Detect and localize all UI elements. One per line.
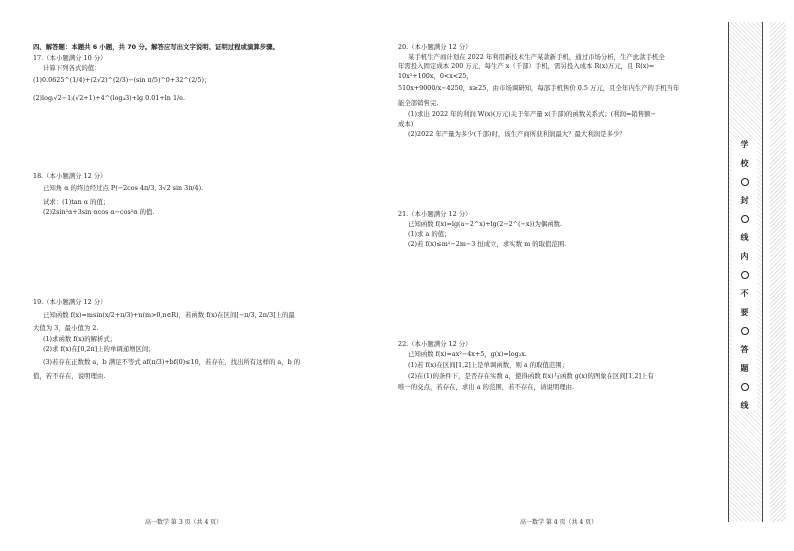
left-column [33, 0, 373, 551]
q19-line6: 值，若不存在，说明理由. [33, 372, 106, 380]
binding-line-labels [732, 140, 757, 410]
q21-header: 21.（本小题满分 12 分） [398, 210, 472, 218]
q18-header: 18.（本小题满分 12 分） [33, 172, 107, 180]
q18-line1: 已知角 α 的终边经过点 P(−2cos 4π/3, 3√2 sin 3π/4). [43, 184, 204, 192]
q21-line1: 已知函数 f(x)=lg(a−2^x)+lg(2−2^(−x))为偶函数. [408, 220, 563, 228]
section-heading: 四、解答题：本题共 6 小题，共 70 分。解答应写出文字说明、证明过程或演算步骤。 [33, 43, 279, 51]
q22-header: 22.（本小题满分 12 分） [398, 340, 472, 348]
q20-line3: 10x²+100x，0<x<25， [398, 72, 473, 80]
q21-line2: (1)求 a 的值； [408, 230, 451, 238]
q22-line3: (2)在(1)的条件下，是否存在实数 a，使得函数 f(x)与函数 g(x)的图象在区间[1,2]上有 [408, 372, 654, 380]
q17-header: 17.（本小题满分 10 分） [33, 54, 107, 62]
q20-line7: 成本) [398, 120, 414, 128]
q22-line4: 唯一的交点，若存在，求出 a 的范围，若不存在，请说明理由. [398, 383, 575, 391]
q22-line1: 已知函数 f(x)=ax²−4x+5，g(x)=log₂x. [408, 350, 527, 358]
q20-line5: 能全部销售完. [398, 99, 439, 107]
binding-circle [741, 327, 749, 335]
q19-line4: (2)求 f(x)在[0,2π]上的单调递增区间； [43, 345, 155, 353]
q17-part1: (1)0.0625^(1/4)+(2√2)^(2/3)−(sin π/5)^0+32^(2/5)； [33, 76, 211, 84]
q19-line2: 大值为 3，最小值为 2. [33, 324, 99, 332]
binding-circle [741, 383, 749, 391]
binding-char: 题 [740, 364, 749, 373]
binding-char: 内 [740, 252, 749, 261]
binding-char: 答 [740, 345, 749, 354]
binding-char: 线 [740, 233, 749, 242]
q20-line4: 510x+9000/x−4250，x≥25，由市场调研知，每部手机售价 0.5 万元，且全年内生产的手机当年 [398, 84, 680, 92]
binding-char-top-1: 学 [740, 140, 749, 149]
binding-char: 线 [740, 401, 749, 410]
q19-line1: 已知函数 f(x)=msin(x/2+π/3)+n(m>0,n∈R)，若函数 f(x)在区间[−π/3, 2π/3]上的最 [43, 311, 295, 319]
q18-line3: (2)2sin²α+3sin αcos α−cos²α 的值. [43, 208, 155, 216]
page-footer-left: 高一数学 第 3 页（共 4 页） [145, 519, 223, 526]
q19-line5: (3)若存在正数数 a，b 满足不等式 af(π/3)+bf(0)≤10，若存在，找出所有这样的 a，b 的 [43, 358, 301, 366]
binding-hatch [770, 22, 786, 522]
q18-line2: 试求：(1)tan α 的值； [43, 198, 110, 206]
binding-circle [741, 271, 749, 279]
q20-line1: 某手机生产商计划在 2022 年利用新技术生产某款新手机，通过市场分析，生产此款手机全 [408, 53, 665, 61]
page-footer-right: 高一数学 第 4 页（共 4 页） [520, 519, 598, 526]
binding-char: 要 [740, 308, 749, 317]
binding-char-top-2: 校 [740, 159, 749, 168]
binding-char: 不 [740, 289, 749, 298]
right-column [398, 0, 728, 551]
binding-circle [741, 215, 749, 223]
binding-char: 封 [740, 196, 749, 205]
binding-circle [741, 178, 749, 186]
q19-line3: (1)求函数 f(x)的解析式； [43, 335, 117, 343]
q17-part2: (2)log₍√2−1₎(√2+1)+4^(log₄3)+lg 0.01+ln 1/e. [33, 94, 185, 102]
q20-line6: (1)求出 2022 年的利润 W(x)(万元)关于年产量 x(千部)的函数关系式；(利润=销售额− [408, 110, 656, 118]
q20-line2: 年需投入固定成本 200 万元，每生产 x（千部）手机，需另投入成本 R(x)万元，且 R(x)= [398, 62, 655, 70]
q21-line3: (2)若 f(x)≤m²−2m−3 恒成立，求实数 m 的取值范围. [408, 240, 567, 248]
q20-header: 20.（本小题满分 12 分） [398, 43, 472, 51]
q20-line8: (2)2022 年产量为多少(千部)时，该生产商所获利润最大？最大利润是多少？ [408, 130, 626, 138]
q19-header: 19.（本小题满分 12 分） [33, 298, 107, 306]
q22-line2: (1)若 f(x)在区间[1,2]上是单调函数，则 a 的取值范围； [408, 361, 569, 369]
q17-intro: 计算下列各式的值： [43, 64, 101, 72]
